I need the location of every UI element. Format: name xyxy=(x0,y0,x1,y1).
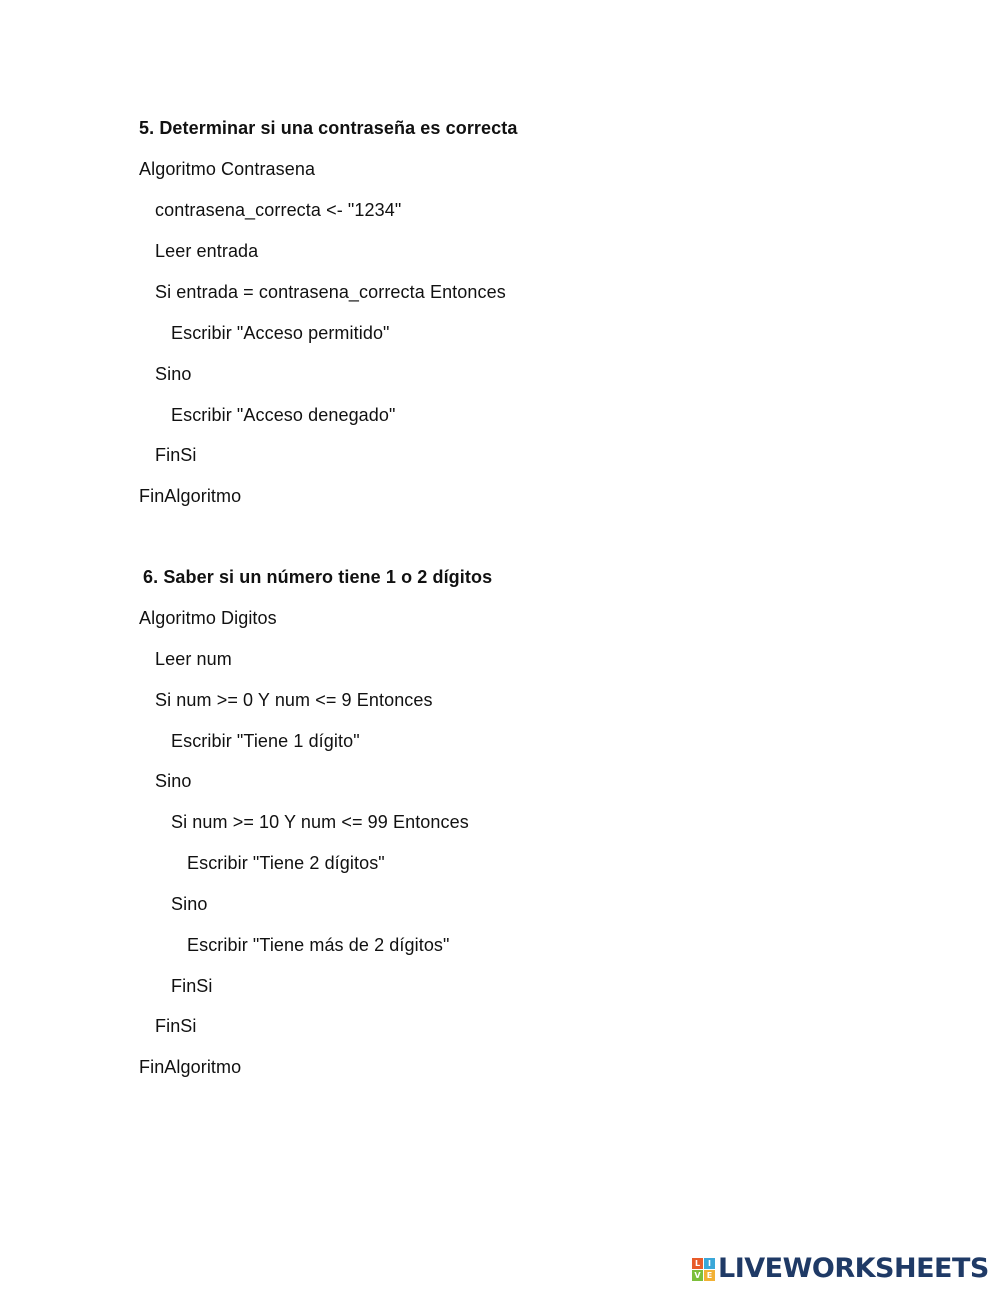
code-line: FinSi xyxy=(155,1016,197,1036)
code-line: Leer entrada xyxy=(155,241,259,261)
logo-letter: V xyxy=(692,1270,703,1281)
section-6-heading: 6. Saber si un número tiene 1 o 2 dígitos xyxy=(143,567,493,587)
code-line: Si num >= 0 Y num <= 9 Entonces xyxy=(155,690,433,710)
section-5-heading: 5. Determinar si una contraseña es correcta xyxy=(139,118,518,138)
code-line: Escribir "Tiene 1 dígito" xyxy=(171,731,360,751)
logo-letter: I xyxy=(704,1258,715,1269)
code-line: FinSi xyxy=(171,976,213,996)
code-line: Escribir "Acceso permitido" xyxy=(171,323,390,343)
code-line: Escribir "Tiene 2 dígitos" xyxy=(187,853,385,873)
code-line: FinAlgoritmo xyxy=(139,1057,242,1077)
code-line: Escribir "Tiene más de 2 dígitos" xyxy=(187,935,450,955)
code-line: Sino xyxy=(155,364,192,384)
code-line: Si entrada = contrasena_correcta Entonces xyxy=(155,282,506,302)
code-line: Escribir "Acceso denegado" xyxy=(171,405,396,425)
logo-letter: L xyxy=(692,1258,703,1269)
code-line: Algoritmo Contrasena xyxy=(139,159,316,179)
logo-mark-icon xyxy=(692,1258,715,1281)
code-line: FinSi xyxy=(155,445,197,465)
logo-letter: E xyxy=(704,1270,715,1281)
logo-text: LIVEWORKSHEETS xyxy=(718,1253,989,1284)
code-line: Sino xyxy=(171,894,208,914)
liveworksheets-logo xyxy=(692,1254,989,1284)
code-line: Sino xyxy=(155,771,192,791)
code-line: contrasena_correcta <- "1234" xyxy=(155,200,402,220)
code-line: FinAlgoritmo xyxy=(139,486,242,506)
code-line: Si num >= 10 Y num <= 99 Entonces xyxy=(171,812,469,832)
code-line: Algoritmo Digitos xyxy=(139,608,277,628)
code-line: Leer num xyxy=(155,649,232,669)
